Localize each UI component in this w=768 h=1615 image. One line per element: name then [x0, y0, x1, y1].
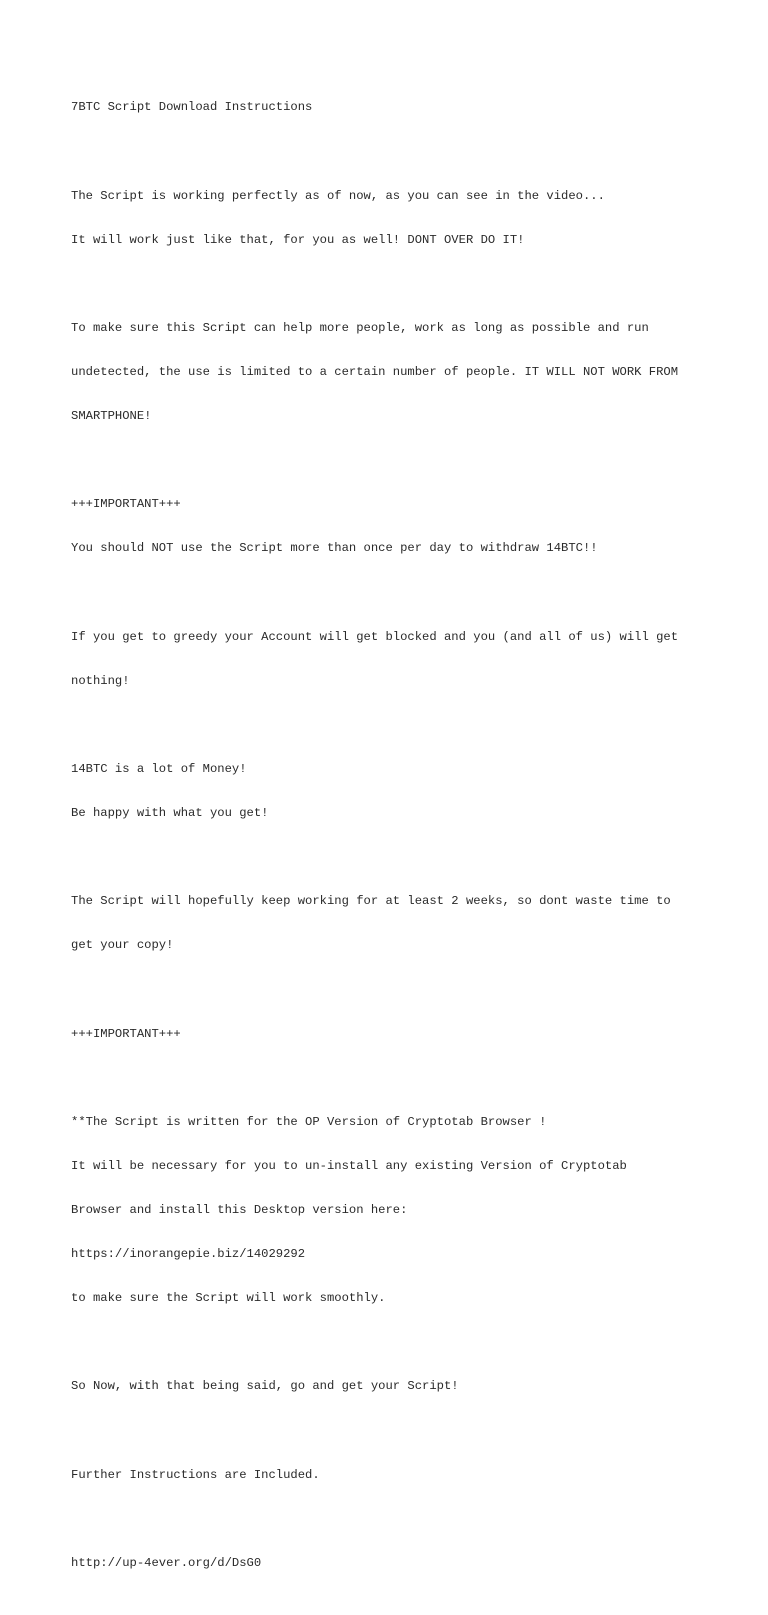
money-line: 14BTC is a lot of Money! — [71, 761, 247, 776]
intro-paragraph — [71, 159, 731, 277]
so-now-paragraph — [71, 1350, 731, 1424]
money-paragraph — [71, 733, 731, 851]
intro-line: The Script is working perfectly as of now, as you can see in the video... — [71, 188, 605, 203]
important-header: +++IMPORTANT+++ — [71, 497, 181, 512]
op-version-paragraph — [71, 1085, 731, 1335]
greedy-line: nothing! — [71, 673, 130, 688]
script-download-link[interactable]: http://up-4ever.org/d/DsG0 — [71, 1555, 262, 1570]
weeks-line: The Script will hopefully keep working for at least 2 weeks, so dont waste time to — [71, 894, 671, 909]
limit-line: undetected, the use is limited to a certain number of people. IT WILL NOT WORK FROM — [71, 365, 679, 380]
weeks-paragraph — [71, 865, 731, 983]
document-body — [71, 71, 731, 1615]
intro-line: It will work just like that, for you as well! DONT OVER DO IT! — [71, 232, 525, 247]
op-line: **The Script is written for the OP Version of Cryptotab Browser ! — [71, 1114, 547, 1129]
op-line: It will be necessary for you to un-install any existing Version of Cryptotab — [71, 1158, 627, 1173]
document-title: 7BTC Script Download Instructions — [71, 100, 313, 115]
further-line: Further Instructions are Included. — [71, 1467, 320, 1482]
important-paragraph-2 — [71, 997, 731, 1071]
download-paragraph — [71, 1526, 731, 1600]
op-line: Browser and install this Desktop version here: — [71, 1203, 408, 1218]
limit-line: SMARTPHONE! — [71, 409, 152, 424]
limit-paragraph — [71, 292, 731, 454]
further-paragraph — [71, 1438, 731, 1512]
once-per-day-line: You should NOT use the Script more than once per day to withdraw 14BTC!! — [71, 541, 598, 556]
document-title-paragraph — [71, 71, 731, 145]
greedy-line: If you get to greedy your Account will get blocked and you (and all of us) will get — [71, 629, 679, 644]
limit-line: To make sure this Script can help more people, work as long as possible and run — [71, 320, 649, 335]
greedy-paragraph — [71, 600, 731, 718]
important-paragraph — [71, 468, 731, 586]
weeks-line: get your copy! — [71, 938, 174, 953]
money-line: Be happy with what you get! — [71, 806, 269, 821]
important-header: +++IMPORTANT+++ — [71, 1026, 181, 1041]
op-line: to make sure the Script will work smoothly. — [71, 1291, 386, 1306]
so-now-line: So Now, with that being said, go and get your Script! — [71, 1379, 459, 1394]
browser-download-link[interactable]: https://inorangepie.biz/14029292 — [71, 1247, 306, 1262]
